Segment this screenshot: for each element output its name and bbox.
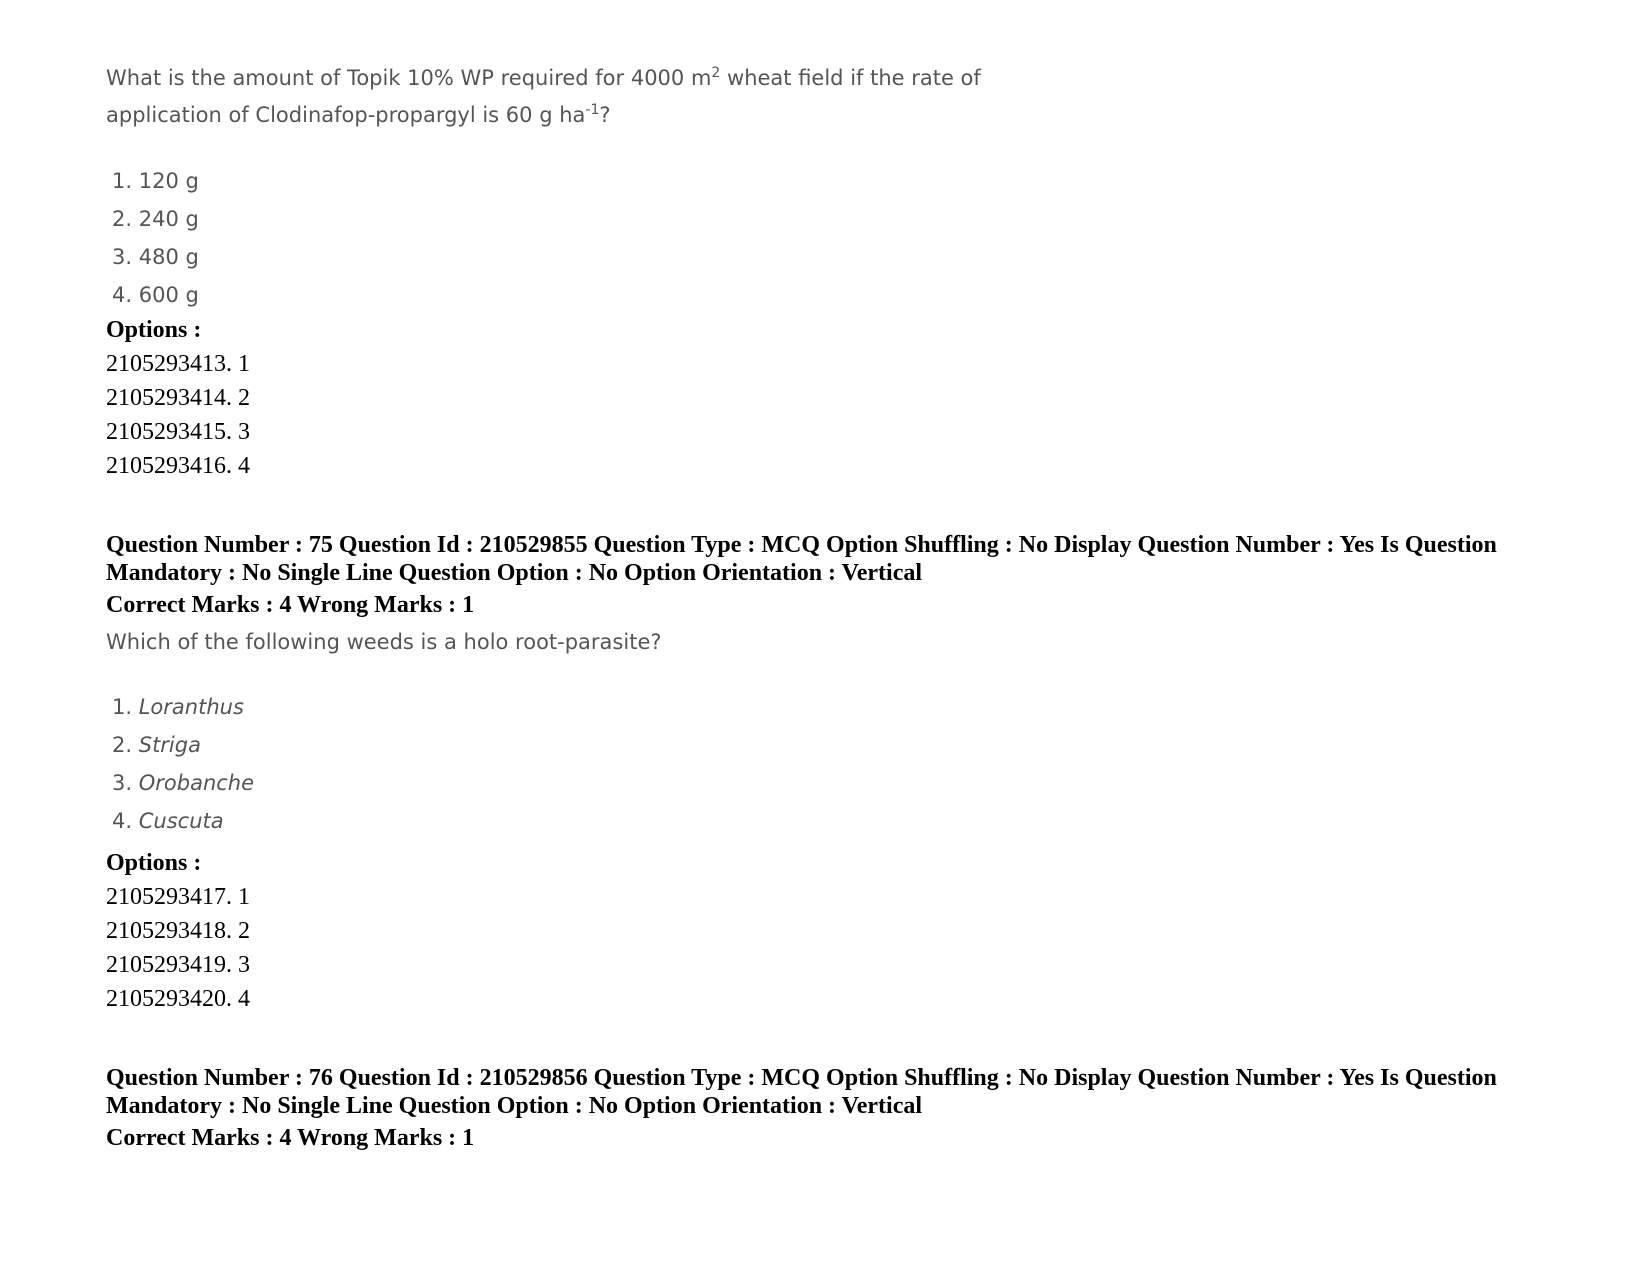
options-label: Options :	[106, 850, 202, 876]
option-row: 2105293415. 3	[106, 419, 250, 445]
question-76-marks: Correct Marks : 4 Wrong Marks : 1	[106, 1125, 475, 1151]
question-75-choices	[106, 688, 254, 840]
question-76-meta: Question Number : 76 Question Id : 210529856 Question Type : MCQ Option Shuffling : No Display Question Number : Yes Is Question Mandatory : No Single Line Question Option : No Option Orientation : Vertical	[106, 1065, 1497, 1119]
option-row: 2105293413. 1	[106, 351, 250, 377]
question-74-text-line2: application of Clodinafop-propargyl is 60 g $ha^{-1}$?	[106, 102, 611, 127]
options-label: Options :	[106, 317, 202, 343]
question-75-marks: Correct Marks : 4 Wrong Marks : 1	[106, 592, 475, 618]
choice-item: 3. 480 g	[112, 245, 199, 269]
option-row: 2105293419. 3	[106, 952, 250, 978]
option-row: 2105293414. 2	[106, 385, 250, 411]
question-74-text	[106, 60, 1576, 134]
question-74-text-line1: What is the amount of Topik 10% WP required for 4000 $m^2$ wheat field if the rate of	[106, 65, 981, 90]
option-row: 2105293417. 1	[106, 884, 250, 910]
question-75-options	[106, 846, 250, 1016]
option-row: 2105293420. 4	[106, 986, 250, 1012]
option-row: 2105293416. 4	[106, 453, 250, 479]
question-74-options	[106, 313, 250, 483]
choice-item: 4. 600 g	[112, 283, 199, 307]
question-74-choices	[106, 162, 199, 314]
choice-item: 1. Loranthus	[112, 695, 244, 719]
question-75-text: Which of the following weeds is a holo root-parasite?	[106, 630, 662, 654]
question-75-meta: Question Number : 75 Question Id : 210529855 Question Type : MCQ Option Shuffling : No Display Question Number : Yes Is Question Mandatory : No Single Line Question Option : No Option Orientation : Vertical	[106, 532, 1497, 586]
option-row: 2105293418. 2	[106, 918, 250, 944]
choice-item: 2. Striga	[112, 733, 201, 757]
choice-item: 4. Cuscuta	[112, 809, 224, 833]
question-74-block	[106, 60, 1576, 134]
choice-item: 1. 120 g	[112, 169, 199, 193]
choice-item: 2. 240 g	[112, 207, 199, 231]
choice-item: 3. Orobanche	[112, 771, 255, 795]
